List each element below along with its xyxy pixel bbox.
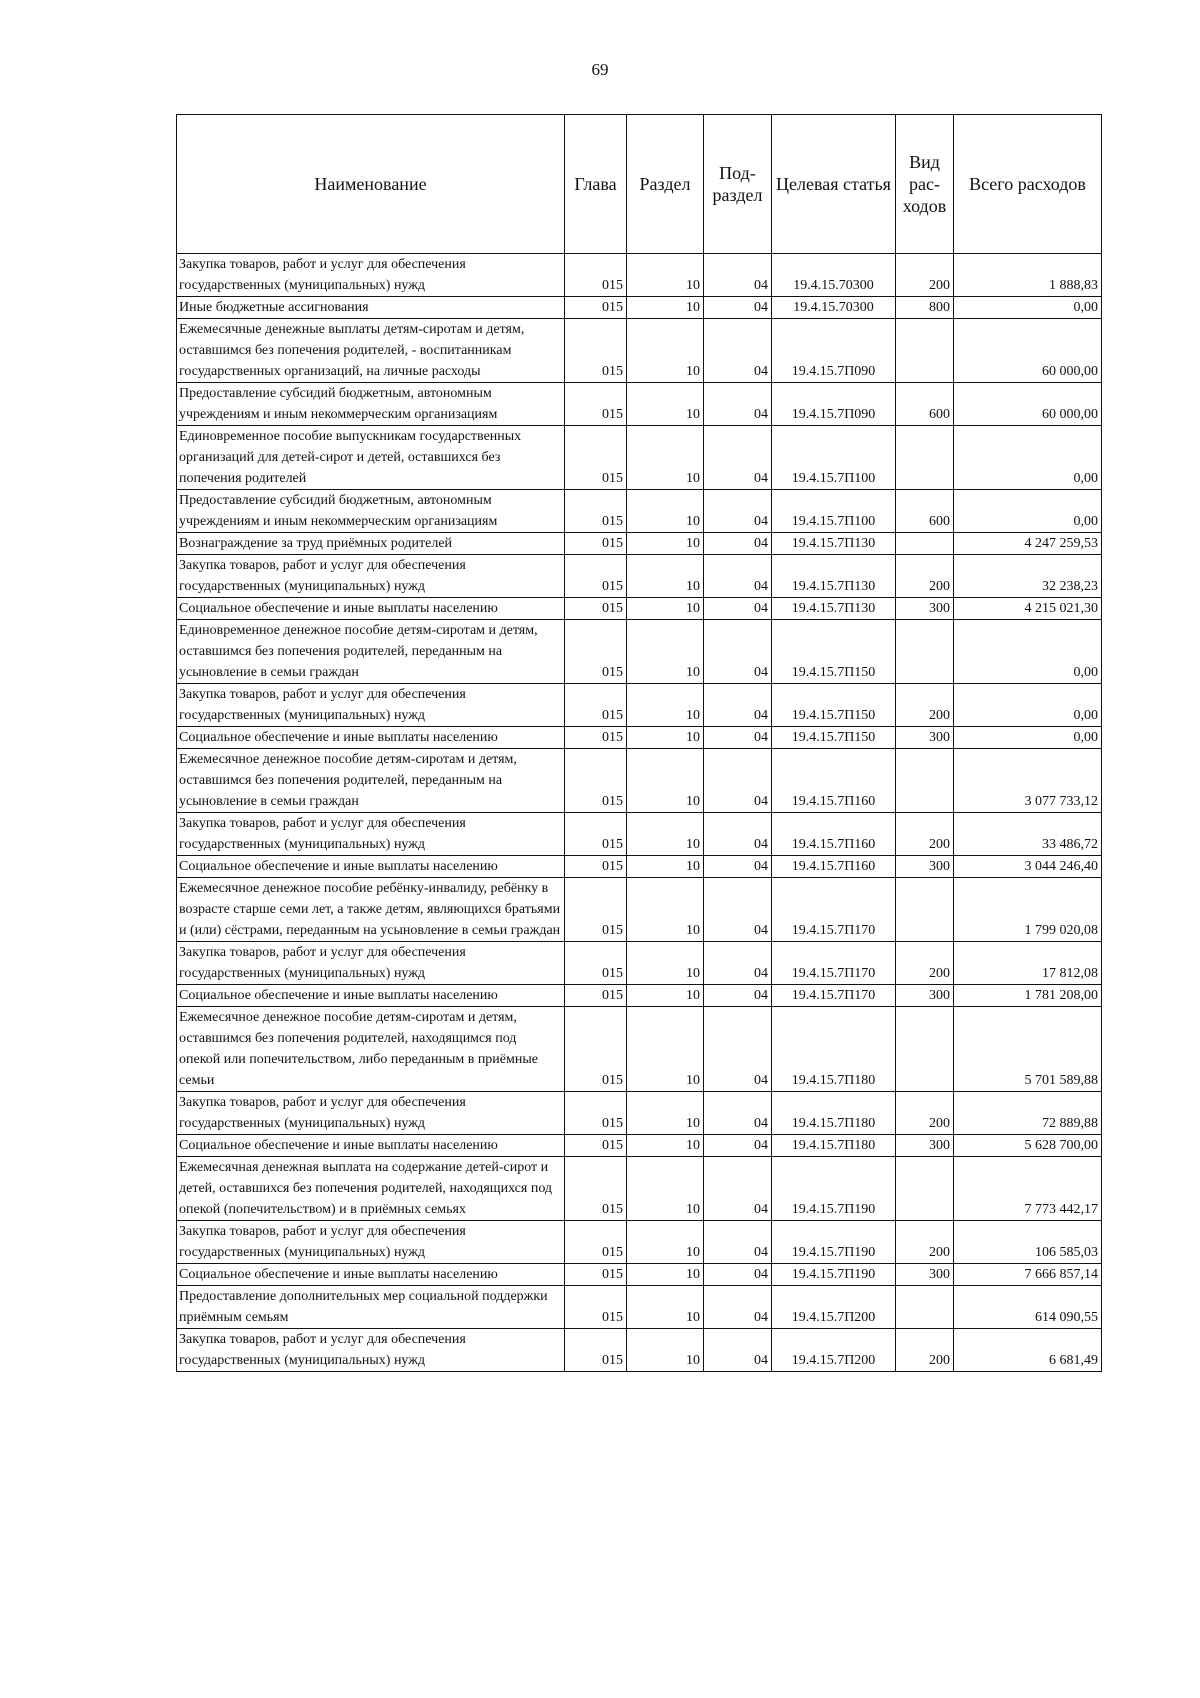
- row-podrazdel: 04: [704, 1007, 772, 1092]
- row-total: 614 090,55: [954, 1286, 1102, 1329]
- row-razdel: 10: [627, 1264, 704, 1286]
- row-podrazdel: 04: [704, 598, 772, 620]
- row-razdel: 10: [627, 749, 704, 813]
- row-vid: [896, 749, 954, 813]
- row-name: Закупка товаров, работ и услуг для обеспечения государственных (муниципальных) нужд: [177, 1221, 565, 1264]
- row-razdel: 10: [627, 1007, 704, 1092]
- row-vid: [896, 426, 954, 490]
- row-statya: 19.4.15.7П180: [772, 1135, 896, 1157]
- row-podrazdel: 04: [704, 426, 772, 490]
- row-vid: 200: [896, 1092, 954, 1135]
- row-glava: 015: [565, 1157, 627, 1221]
- row-name: Закупка товаров, работ и услуг для обеспечения государственных (муниципальных) нужд: [177, 684, 565, 727]
- row-vid: [896, 1157, 954, 1221]
- row-vid: 300: [896, 985, 954, 1007]
- row-podrazdel: 04: [704, 620, 772, 684]
- row-statya: 19.4.15.7П170: [772, 942, 896, 985]
- table-row: [177, 319, 1102, 383]
- row-vid: 300: [896, 856, 954, 878]
- table-row: [177, 856, 1102, 878]
- row-vid: 600: [896, 383, 954, 426]
- row-statya: 19.4.15.7П180: [772, 1092, 896, 1135]
- row-podrazdel: 04: [704, 1264, 772, 1286]
- row-glava: 015: [565, 1329, 627, 1372]
- row-razdel: 10: [627, 1135, 704, 1157]
- header-podrazdel: Под-раздел: [704, 115, 772, 254]
- row-podrazdel: 04: [704, 254, 772, 297]
- row-vid: [896, 533, 954, 555]
- row-statya: 19.4.15.7П130: [772, 533, 896, 555]
- row-statya: 19.4.15.7П150: [772, 727, 896, 749]
- row-podrazdel: 04: [704, 985, 772, 1007]
- row-statya: 19.4.15.7П160: [772, 856, 896, 878]
- row-glava: 015: [565, 598, 627, 620]
- row-name: Предоставление дополнительных мер социальной поддержки приёмным семьям: [177, 1286, 565, 1329]
- row-statya: 19.4.15.7П190: [772, 1264, 896, 1286]
- row-name: Закупка товаров, работ и услуг для обеспечения государственных (муниципальных) нужд: [177, 942, 565, 985]
- row-glava: 015: [565, 1286, 627, 1329]
- row-total: 3 077 733,12: [954, 749, 1102, 813]
- row-glava: 015: [565, 878, 627, 942]
- row-podrazdel: 04: [704, 1157, 772, 1221]
- row-name: Социальное обеспечение и иные выплаты населению: [177, 727, 565, 749]
- row-glava: 015: [565, 985, 627, 1007]
- row-podrazdel: 04: [704, 533, 772, 555]
- row-vid: [896, 319, 954, 383]
- row-razdel: 10: [627, 254, 704, 297]
- row-name: Закупка товаров, работ и услуг для обеспечения государственных (муниципальных) нужд: [177, 813, 565, 856]
- row-vid: 200: [896, 813, 954, 856]
- row-vid: 300: [896, 1264, 954, 1286]
- row-vid: [896, 1007, 954, 1092]
- row-podrazdel: 04: [704, 878, 772, 942]
- table-row: [177, 749, 1102, 813]
- row-podrazdel: 04: [704, 383, 772, 426]
- row-razdel: 10: [627, 878, 704, 942]
- row-podrazdel: 04: [704, 1221, 772, 1264]
- row-glava: 015: [565, 319, 627, 383]
- row-statya: 19.4.15.7П160: [772, 749, 896, 813]
- row-glava: 015: [565, 555, 627, 598]
- row-name: Предоставление субсидий бюджетным, автономным учреждениям и иным некоммерческим организациям: [177, 490, 565, 533]
- row-name: Социальное обеспечение и иные выплаты населению: [177, 1264, 565, 1286]
- row-statya: 19.4.15.7П100: [772, 426, 896, 490]
- table-row: [177, 1092, 1102, 1135]
- row-total: 1 888,83: [954, 254, 1102, 297]
- row-razdel: 10: [627, 297, 704, 319]
- row-total: 1 781 208,00: [954, 985, 1102, 1007]
- table-row: [177, 383, 1102, 426]
- row-name: Социальное обеспечение и иные выплаты населению: [177, 1135, 565, 1157]
- row-total: 5 628 700,00: [954, 1135, 1102, 1157]
- table-row: [177, 878, 1102, 942]
- row-razdel: 10: [627, 383, 704, 426]
- row-name: Ежемесячная денежная выплата на содержание детей-сирот и детей, оставшихся без попечения родителей, находящихся под опекой (попечительством) и в приёмных семьях: [177, 1157, 565, 1221]
- row-razdel: 10: [627, 856, 704, 878]
- row-razdel: 10: [627, 533, 704, 555]
- row-statya: 19.4.15.7П130: [772, 555, 896, 598]
- row-glava: 015: [565, 684, 627, 727]
- row-podrazdel: 04: [704, 942, 772, 985]
- row-total: 106 585,03: [954, 1221, 1102, 1264]
- row-total: 5 701 589,88: [954, 1007, 1102, 1092]
- row-podrazdel: 04: [704, 727, 772, 749]
- row-podrazdel: 04: [704, 684, 772, 727]
- row-razdel: 10: [627, 985, 704, 1007]
- row-total: 72 889,88: [954, 1092, 1102, 1135]
- row-podrazdel: 04: [704, 297, 772, 319]
- row-razdel: 10: [627, 942, 704, 985]
- row-vid: 200: [896, 254, 954, 297]
- row-name: Единовременное пособие выпускникам государственных организаций для детей-сирот и детей, оставшихся без попечения родителей: [177, 426, 565, 490]
- row-total: 0,00: [954, 684, 1102, 727]
- row-vid: 200: [896, 942, 954, 985]
- row-vid: 600: [896, 490, 954, 533]
- row-vid: 300: [896, 1135, 954, 1157]
- row-total: 7 773 442,17: [954, 1157, 1102, 1221]
- row-razdel: 10: [627, 1286, 704, 1329]
- row-razdel: 10: [627, 555, 704, 598]
- row-vid: 200: [896, 1221, 954, 1264]
- table-row: [177, 1135, 1102, 1157]
- table-row: [177, 942, 1102, 985]
- row-name: Вознаграждение за труд приёмных родителей: [177, 533, 565, 555]
- row-razdel: 10: [627, 1157, 704, 1221]
- table-row: [177, 490, 1102, 533]
- row-vid: [896, 878, 954, 942]
- row-statya: 19.4.15.7П090: [772, 319, 896, 383]
- row-statya: 19.4.15.7П150: [772, 620, 896, 684]
- row-razdel: 10: [627, 813, 704, 856]
- table-row: [177, 297, 1102, 319]
- row-vid: [896, 620, 954, 684]
- row-name: Иные бюджетные ассигнования: [177, 297, 565, 319]
- row-vid: 800: [896, 297, 954, 319]
- table-row: [177, 254, 1102, 297]
- row-razdel: 10: [627, 598, 704, 620]
- header-razdel: Раздел: [627, 115, 704, 254]
- row-total: 32 238,23: [954, 555, 1102, 598]
- row-glava: 015: [565, 1221, 627, 1264]
- row-razdel: 10: [627, 727, 704, 749]
- table-row: [177, 1264, 1102, 1286]
- row-total: 4 215 021,30: [954, 598, 1102, 620]
- row-statya: 19.4.15.7П150: [772, 684, 896, 727]
- row-podrazdel: 04: [704, 813, 772, 856]
- header-vid: Вид рас-ходов: [896, 115, 954, 254]
- row-glava: 015: [565, 254, 627, 297]
- row-statya: 19.4.15.7П190: [772, 1221, 896, 1264]
- row-statya: 19.4.15.7П170: [772, 985, 896, 1007]
- table-row: [177, 1007, 1102, 1092]
- table-row: [177, 1286, 1102, 1329]
- row-statya: 19.4.15.7П200: [772, 1329, 896, 1372]
- row-statya: 19.4.15.7П170: [772, 878, 896, 942]
- row-glava: 015: [565, 1264, 627, 1286]
- table-row: [177, 985, 1102, 1007]
- row-name: Ежемесячное денежное пособие детям-сиротам и детям, оставшимся без попечения родителей, переданным на усыновление в семьи граждан: [177, 749, 565, 813]
- row-vid: 300: [896, 727, 954, 749]
- table-row: [177, 620, 1102, 684]
- row-glava: 015: [565, 813, 627, 856]
- table-header-row: [177, 115, 1102, 254]
- row-glava: 015: [565, 749, 627, 813]
- table-row: [177, 727, 1102, 749]
- header-name: Наименование: [177, 115, 565, 254]
- table-row: [177, 813, 1102, 856]
- table-row: [177, 598, 1102, 620]
- row-razdel: 10: [627, 1092, 704, 1135]
- row-podrazdel: 04: [704, 1286, 772, 1329]
- row-razdel: 10: [627, 684, 704, 727]
- row-total: 4 247 259,53: [954, 533, 1102, 555]
- table-row: [177, 1329, 1102, 1372]
- row-statya: 19.4.15.7П190: [772, 1157, 896, 1221]
- row-podrazdel: 04: [704, 1092, 772, 1135]
- row-statya: 19.4.15.7П130: [772, 598, 896, 620]
- row-glava: 015: [565, 297, 627, 319]
- row-glava: 015: [565, 1007, 627, 1092]
- row-name: Социальное обеспечение и иные выплаты населению: [177, 985, 565, 1007]
- row-vid: 200: [896, 1329, 954, 1372]
- row-vid: [896, 1286, 954, 1329]
- row-glava: 015: [565, 426, 627, 490]
- row-glava: 015: [565, 727, 627, 749]
- row-razdel: 10: [627, 620, 704, 684]
- row-podrazdel: 04: [704, 1329, 772, 1372]
- row-name: Единовременное денежное пособие детям-сиротам и детям, оставшимся без попечения родителей, переданным на усыновление в семьи граждан: [177, 620, 565, 684]
- row-total: 60 000,00: [954, 319, 1102, 383]
- row-total: 1 799 020,08: [954, 878, 1102, 942]
- row-name: Закупка товаров, работ и услуг для обеспечения государственных (муниципальных) нужд: [177, 254, 565, 297]
- row-total: 17 812,08: [954, 942, 1102, 985]
- row-podrazdel: 04: [704, 319, 772, 383]
- row-name: Социальное обеспечение и иные выплаты населению: [177, 598, 565, 620]
- row-glava: 015: [565, 942, 627, 985]
- row-statya: 19.4.15.7П160: [772, 813, 896, 856]
- row-podrazdel: 04: [704, 856, 772, 878]
- row-glava: 015: [565, 533, 627, 555]
- budget-table: [176, 114, 1102, 1372]
- row-total: 0,00: [954, 297, 1102, 319]
- row-statya: 19.4.15.7П100: [772, 490, 896, 533]
- row-glava: 015: [565, 1135, 627, 1157]
- table-row: [177, 426, 1102, 490]
- row-statya: 19.4.15.70300: [772, 297, 896, 319]
- table-row: [177, 555, 1102, 598]
- row-statya: 19.4.15.7П090: [772, 383, 896, 426]
- row-vid: 300: [896, 598, 954, 620]
- table-row: [177, 1157, 1102, 1221]
- row-vid: 200: [896, 555, 954, 598]
- row-total: 3 044 246,40: [954, 856, 1102, 878]
- row-name: Ежемесячное денежное пособие детям-сиротам и детям, оставшимся без попечения родителей, находящимся под опекой или попечительством, либо переданным в приёмные семьи: [177, 1007, 565, 1092]
- row-podrazdel: 04: [704, 1135, 772, 1157]
- row-name: Ежемесячное денежное пособие ребёнку-инвалиду, ребёнку в возрасте старше семи лет, а также детям, являющихся братьями и (или) сёстрами, переданным на усыновление в семьи граждан: [177, 878, 565, 942]
- header-statya: Целевая статья: [772, 115, 896, 254]
- row-glava: 015: [565, 1092, 627, 1135]
- row-glava: 015: [565, 620, 627, 684]
- row-razdel: 10: [627, 319, 704, 383]
- row-total: 7 666 857,14: [954, 1264, 1102, 1286]
- row-glava: 015: [565, 856, 627, 878]
- row-name: Закупка товаров, работ и услуг для обеспечения государственных (муниципальных) нужд: [177, 1329, 565, 1372]
- row-podrazdel: 04: [704, 490, 772, 533]
- row-razdel: 10: [627, 426, 704, 490]
- row-glava: 015: [565, 383, 627, 426]
- row-statya: 19.4.15.70300: [772, 254, 896, 297]
- row-total: 0,00: [954, 490, 1102, 533]
- row-name: Ежемесячные денежные выплаты детям-сиротам и детям, оставшимся без попечения родителей, - воспитанникам государственных организаций, на личные расходы: [177, 319, 565, 383]
- row-razdel: 10: [627, 1329, 704, 1372]
- row-total: 0,00: [954, 426, 1102, 490]
- header-total: Всего расходов: [954, 115, 1102, 254]
- row-statya: 19.4.15.7П180: [772, 1007, 896, 1092]
- page-number: 69: [591, 60, 609, 79]
- row-vid: 200: [896, 684, 954, 727]
- row-podrazdel: 04: [704, 749, 772, 813]
- row-total: 6 681,49: [954, 1329, 1102, 1372]
- row-podrazdel: 04: [704, 555, 772, 598]
- row-name: Закупка товаров, работ и услуг для обеспечения государственных (муниципальных) нужд: [177, 1092, 565, 1135]
- row-total: 0,00: [954, 620, 1102, 684]
- row-razdel: 10: [627, 490, 704, 533]
- row-name: Предоставление субсидий бюджетным, автономным учреждениям и иным некоммерческим организациям: [177, 383, 565, 426]
- row-statya: 19.4.15.7П200: [772, 1286, 896, 1329]
- row-name: Закупка товаров, работ и услуг для обеспечения государственных (муниципальных) нужд: [177, 555, 565, 598]
- row-razdel: 10: [627, 1221, 704, 1264]
- row-glava: 015: [565, 490, 627, 533]
- row-name: Социальное обеспечение и иные выплаты населению: [177, 856, 565, 878]
- row-total: 0,00: [954, 727, 1102, 749]
- header-glava: Глава: [565, 115, 627, 254]
- table-row: [177, 684, 1102, 727]
- table-row: [177, 533, 1102, 555]
- table-row: [177, 1221, 1102, 1264]
- row-total: 60 000,00: [954, 383, 1102, 426]
- row-total: 33 486,72: [954, 813, 1102, 856]
